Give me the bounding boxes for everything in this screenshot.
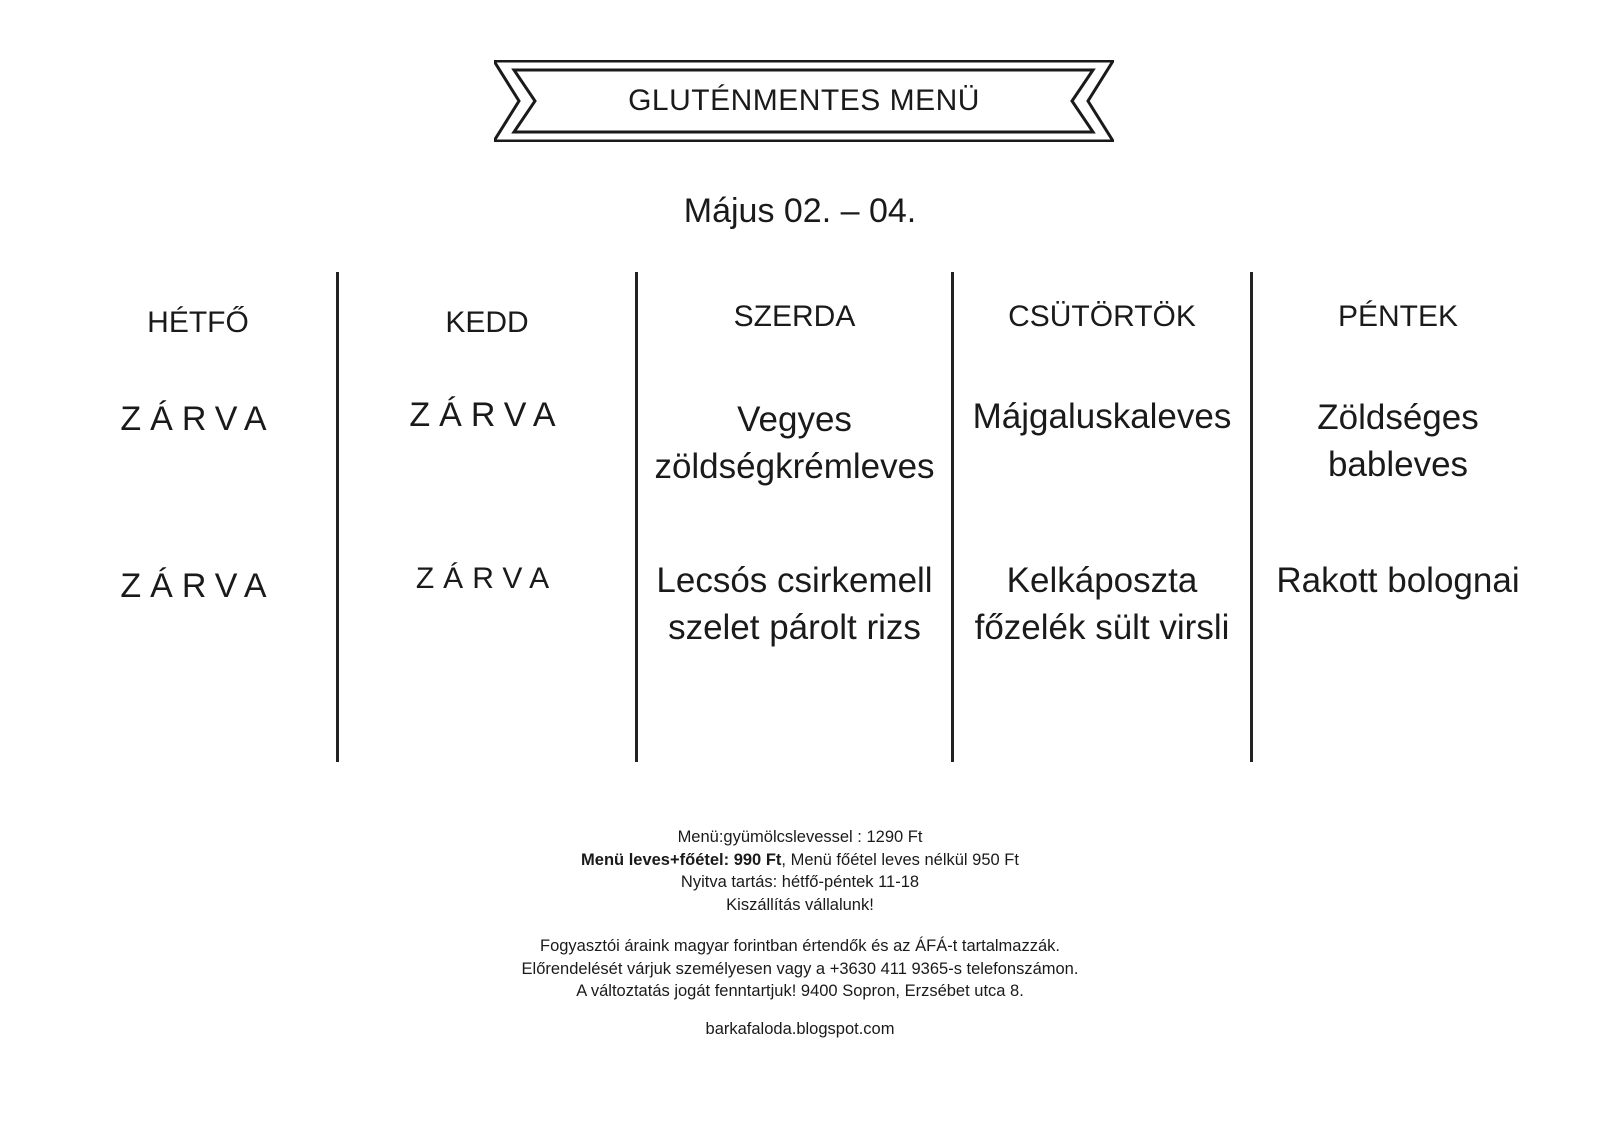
menu-price-bold: Menü leves+főétel: 990 Ft: [581, 850, 782, 869]
footer-legal: [0, 935, 1600, 1003]
day-column-tuesday: [339, 272, 635, 762]
rights-address: A változtatás jogát fenntartjuk! 9400 Sopron, Erzsébet utca 8.: [576, 982, 1024, 1000]
main-item: ZÁRVA: [415, 562, 559, 595]
opening-hours: Nyitva tartás: hétfő-péntek 11-18: [680, 873, 920, 891]
preorder-note: Előrendelését várjuk személyesen vagy a +3630 411 9365-s telefonszámon.: [521, 959, 1079, 978]
website-link[interactable]: barkafaloda.blogspot.com: [705, 1020, 895, 1038]
soup-item: ZÁRVA: [120, 400, 276, 438]
main-item: Kelkáposzta főzelék sült virsli: [974, 561, 1230, 647]
date-range: Május 02. – 04.: [683, 192, 917, 230]
title-banner: [494, 60, 1114, 142]
soup-item: Vegyes zöldségkrémleves: [654, 400, 935, 486]
day-column-friday: [1253, 272, 1543, 762]
day-name: CSÜTÖRTÖK: [1008, 300, 1196, 333]
day-name: SZERDA: [733, 300, 856, 333]
soup-item: Májgaluskaleves: [972, 397, 1232, 436]
main-item: Lecsós csirkemell szelet párolt rizs: [656, 561, 933, 647]
main-item: ZÁRVA: [120, 567, 276, 605]
prices-note: Fogyasztói áraink magyar forintban értendők és az ÁFÁ-t tartalmazzák.: [540, 937, 1060, 955]
price-line: Menü:gyümölcslevessel : 1290 Ft: [677, 828, 923, 846]
footer-info: [0, 826, 1600, 916]
main-item: Rakott bolognai: [1276, 561, 1520, 600]
day-column-wednesday: [638, 272, 951, 762]
soup-item: ZÁRVA: [409, 396, 565, 434]
day-name: PÉNTEK: [1337, 300, 1459, 333]
day-name: HÉTFŐ: [147, 306, 249, 339]
day-column-thursday: [954, 272, 1250, 762]
soup-item: Zöldséges bableves: [1317, 398, 1479, 484]
menu-price-line: [0, 849, 1600, 872]
menu-price-rest: , Menü főétel leves nélkül 950 Ft: [781, 850, 1019, 869]
page-title: GLUTÉNMENTES MENÜ: [628, 84, 980, 117]
day-column-monday: [60, 272, 336, 762]
delivery-note: Kiszállítás vállalunk!: [726, 895, 874, 914]
day-name: KEDD: [445, 306, 529, 339]
